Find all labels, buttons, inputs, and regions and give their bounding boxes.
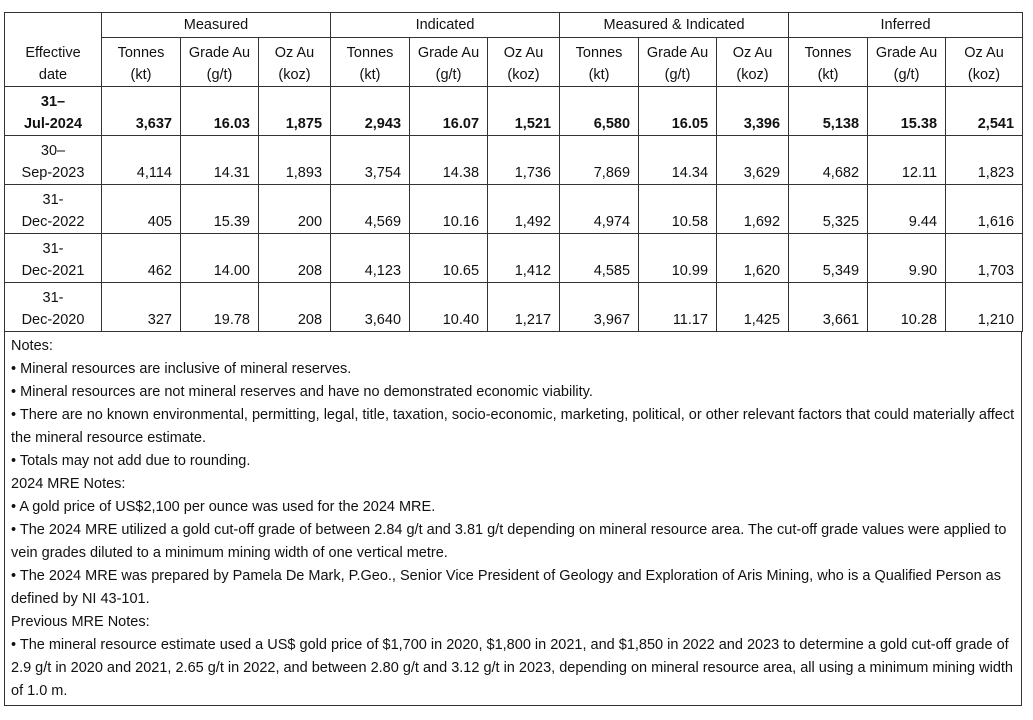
table-cell: 1,823	[946, 136, 1023, 185]
table-cell: 1,412	[488, 234, 560, 283]
group-header-inferred: Inferred	[789, 13, 1023, 38]
table-cell: 1,616	[946, 185, 1023, 234]
table-cell: 208	[259, 283, 331, 332]
column-header: Oz Au (koz)	[946, 38, 1023, 87]
table-cell: 10.99	[639, 234, 717, 283]
note-item: • There are no known environmental, permitting, legal, title, taxation, socio-economic, marketing, political, or other relevant factors that could materially affect the mineral resource estimate.	[11, 404, 1015, 450]
table-cell: 1,210	[946, 283, 1023, 332]
table-row	[5, 185, 1023, 234]
table-cell: 15.38	[868, 87, 946, 136]
group-header-indicated: Indicated	[331, 13, 560, 38]
table-cell: 2,943	[331, 87, 410, 136]
table-cell: 7,869	[560, 136, 639, 185]
table-cell: 3,661	[789, 283, 868, 332]
column-header: Oz Au (koz)	[717, 38, 789, 87]
table-row	[5, 87, 1023, 136]
previous-notes-heading: Previous MRE Notes:	[11, 614, 150, 630]
table-cell: 11.17	[639, 283, 717, 332]
mineral-resource-document	[4, 12, 1022, 706]
table-cell: 4,569	[331, 185, 410, 234]
table-cell: 200	[259, 185, 331, 234]
table-cell: 405	[102, 185, 181, 234]
table-cell: 5,349	[789, 234, 868, 283]
table-body	[5, 87, 1023, 332]
table-cell: 4,682	[789, 136, 868, 185]
note-item: • Mineral resources are not mineral reserves and have no demonstrated economic viability.	[11, 381, 1015, 404]
note-item: • A gold price of US$2,100 per ounce was used for the 2024 MRE.	[11, 496, 1015, 519]
column-header: Grade Au (g/t)	[639, 38, 717, 87]
column-header: Grade Au (g/t)	[181, 38, 259, 87]
table-cell: 14.31	[181, 136, 259, 185]
table-cell: 9.44	[868, 185, 946, 234]
table-cell: 3,629	[717, 136, 789, 185]
table-row	[5, 136, 1023, 185]
table-cell: 10.58	[639, 185, 717, 234]
notes-heading: Notes:	[11, 338, 53, 354]
table-cell: 10.40	[410, 283, 488, 332]
note-item: • The mineral resource estimate used a US$ gold price of $1,700 in 2020, $1,800 in 2021, and $1,850 in 2022 and 2023 to determine a gold cut-off grade of 2.9 g/t in 2020 and 2021, 2.65 g/t in 2022, and between 2.80 g/t and 3.12 g/t in 2023, depending on mineral resource area, all using a minimum mining width of 1.0 m.	[11, 634, 1015, 703]
table-cell: 16.03	[181, 87, 259, 136]
mre2024-notes-heading: 2024 MRE Notes:	[11, 476, 126, 492]
effective-date-cell: 31- Dec-2020	[5, 283, 102, 332]
table-cell: 9.90	[868, 234, 946, 283]
table-cell: 5,325	[789, 185, 868, 234]
table-cell: 1,893	[259, 136, 331, 185]
note-item: • The 2024 MRE utilized a gold cut-off grade of between 2.84 g/t and 3.81 g/t depending on mineral resource area. The cut-off grade values were applied to vein grades diluted to a minimum mining width of one vertical metre.	[11, 519, 1015, 565]
table-cell: 3,640	[331, 283, 410, 332]
mineral-resource-table	[4, 12, 1023, 332]
table-cell: 3,967	[560, 283, 639, 332]
column-header: Tonnes (kt)	[789, 38, 868, 87]
column-header: Tonnes (kt)	[560, 38, 639, 87]
sub-header-row	[5, 38, 1023, 87]
table-cell: 1,620	[717, 234, 789, 283]
table-cell: 6,580	[560, 87, 639, 136]
table-cell: 4,585	[560, 234, 639, 283]
column-header: Tonnes (kt)	[331, 38, 410, 87]
table-cell: 2,541	[946, 87, 1023, 136]
table-cell: 1,875	[259, 87, 331, 136]
note-item: • Mineral resources are inclusive of mineral reserves.	[11, 358, 1015, 381]
table-cell: 5,138	[789, 87, 868, 136]
table-cell: 10.16	[410, 185, 488, 234]
table-cell: 16.05	[639, 87, 717, 136]
table-cell: 3,396	[717, 87, 789, 136]
table-cell: 1,217	[488, 283, 560, 332]
effective-date-cell: 31- Dec-2021	[5, 234, 102, 283]
effective-date-cell: 31– Jul-2024	[5, 87, 102, 136]
table-cell: 4,123	[331, 234, 410, 283]
table-cell: 3,754	[331, 136, 410, 185]
table-cell: 3,637	[102, 87, 181, 136]
table-cell: 12.11	[868, 136, 946, 185]
column-header: Oz Au (koz)	[259, 38, 331, 87]
table-cell: 1,703	[946, 234, 1023, 283]
column-header: Oz Au (koz)	[488, 38, 560, 87]
table-cell: 1,692	[717, 185, 789, 234]
effective-date-cell: 31- Dec-2022	[5, 185, 102, 234]
group-header-row	[5, 13, 1023, 38]
table-cell: 327	[102, 283, 181, 332]
group-header-measured-indicated: Measured & Indicated	[560, 13, 789, 38]
group-header-measured: Measured	[102, 13, 331, 38]
table-cell: 10.65	[410, 234, 488, 283]
table-cell: 10.28	[868, 283, 946, 332]
table-cell: 1,521	[488, 87, 560, 136]
table-cell: 16.07	[410, 87, 488, 136]
table-cell: 14.38	[410, 136, 488, 185]
table-row	[5, 283, 1023, 332]
table-cell: 14.34	[639, 136, 717, 185]
table-cell: 14.00	[181, 234, 259, 283]
column-header: Grade Au (g/t)	[410, 38, 488, 87]
note-item: • The 2024 MRE was prepared by Pamela De Mark, P.Geo., Senior Vice President of Geology and Exploration of Aris Mining, who is a Qualified Person as defined by NI 43-101.	[11, 565, 1015, 611]
note-item: • Totals may not add due to rounding.	[11, 450, 1015, 473]
column-header: Grade Au (g/t)	[868, 38, 946, 87]
effective-date-cell: 30– Sep-2023	[5, 136, 102, 185]
table-cell: 19.78	[181, 283, 259, 332]
column-header: Tonnes (kt)	[102, 38, 181, 87]
table-cell: 4,974	[560, 185, 639, 234]
table-cell: 1,492	[488, 185, 560, 234]
table-cell: 4,114	[102, 136, 181, 185]
effective-date-header: Effective date	[5, 13, 102, 87]
table-row	[5, 234, 1023, 283]
table-cell: 462	[102, 234, 181, 283]
table-cell: 1,736	[488, 136, 560, 185]
table-cell: 208	[259, 234, 331, 283]
notes-section	[4, 332, 1022, 706]
table-cell: 15.39	[181, 185, 259, 234]
table-cell: 1,425	[717, 283, 789, 332]
